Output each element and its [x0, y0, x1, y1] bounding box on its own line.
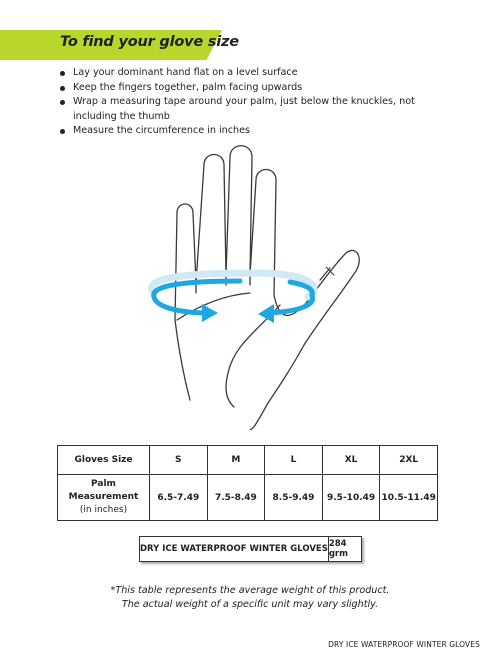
weight-box — [139, 536, 362, 562]
page-title: To find your glove size — [60, 34, 239, 50]
weight-note — [0, 584, 500, 611]
instruction-item: Lay your dominant hand flat on a level surface — [58, 66, 458, 81]
instruction-item: Measure the circumference in inches — [58, 124, 458, 139]
measurement-xl: 9.5-10.49 — [322, 475, 380, 521]
size-chart-table — [57, 445, 438, 521]
weight-value: 284 grm — [328, 539, 348, 559]
measurement-m: 7.5-8.49 — [207, 475, 265, 521]
size-s: S — [150, 446, 208, 475]
hand-outline-icon — [175, 146, 359, 430]
measurement-l: 8.5-9.49 — [265, 475, 323, 521]
instruction-list — [58, 66, 458, 139]
measurement-header-cell — [58, 475, 150, 521]
table-row — [58, 475, 438, 521]
size-xl: XL — [322, 446, 380, 475]
size-2xl: 2XL — [380, 446, 438, 475]
measurement-unit: (in inches) — [79, 505, 128, 515]
measurement-label: Palm Measurement — [68, 479, 139, 502]
footer-label: DRY ICE WATERPROOF WINTER GLOVES — [328, 640, 480, 649]
instruction-item: Keep the fingers together, palm facing upwards — [58, 81, 458, 96]
weight-product-name: DRY ICE WATERPROOF WINTER GLOVES — [140, 537, 329, 561]
note-line-1: *This table represents the average weight of this product. — [110, 585, 390, 596]
note-line-2: The actual weight of a specific unit may vary slightly. — [121, 598, 379, 610]
instruction-item: Wrap a measuring tape around your palm, just below the knuckles, not including the thumb — [58, 95, 458, 124]
table-header-label: Gloves Size — [58, 446, 150, 475]
measurement-s: 6.5-7.49 — [150, 475, 208, 521]
measurement-2xl: 10.5-11.49 — [380, 475, 438, 521]
size-m: M — [207, 446, 265, 475]
table-row — [58, 446, 438, 475]
size-l: L — [265, 446, 323, 475]
hand-measurement-illustration — [130, 145, 370, 430]
